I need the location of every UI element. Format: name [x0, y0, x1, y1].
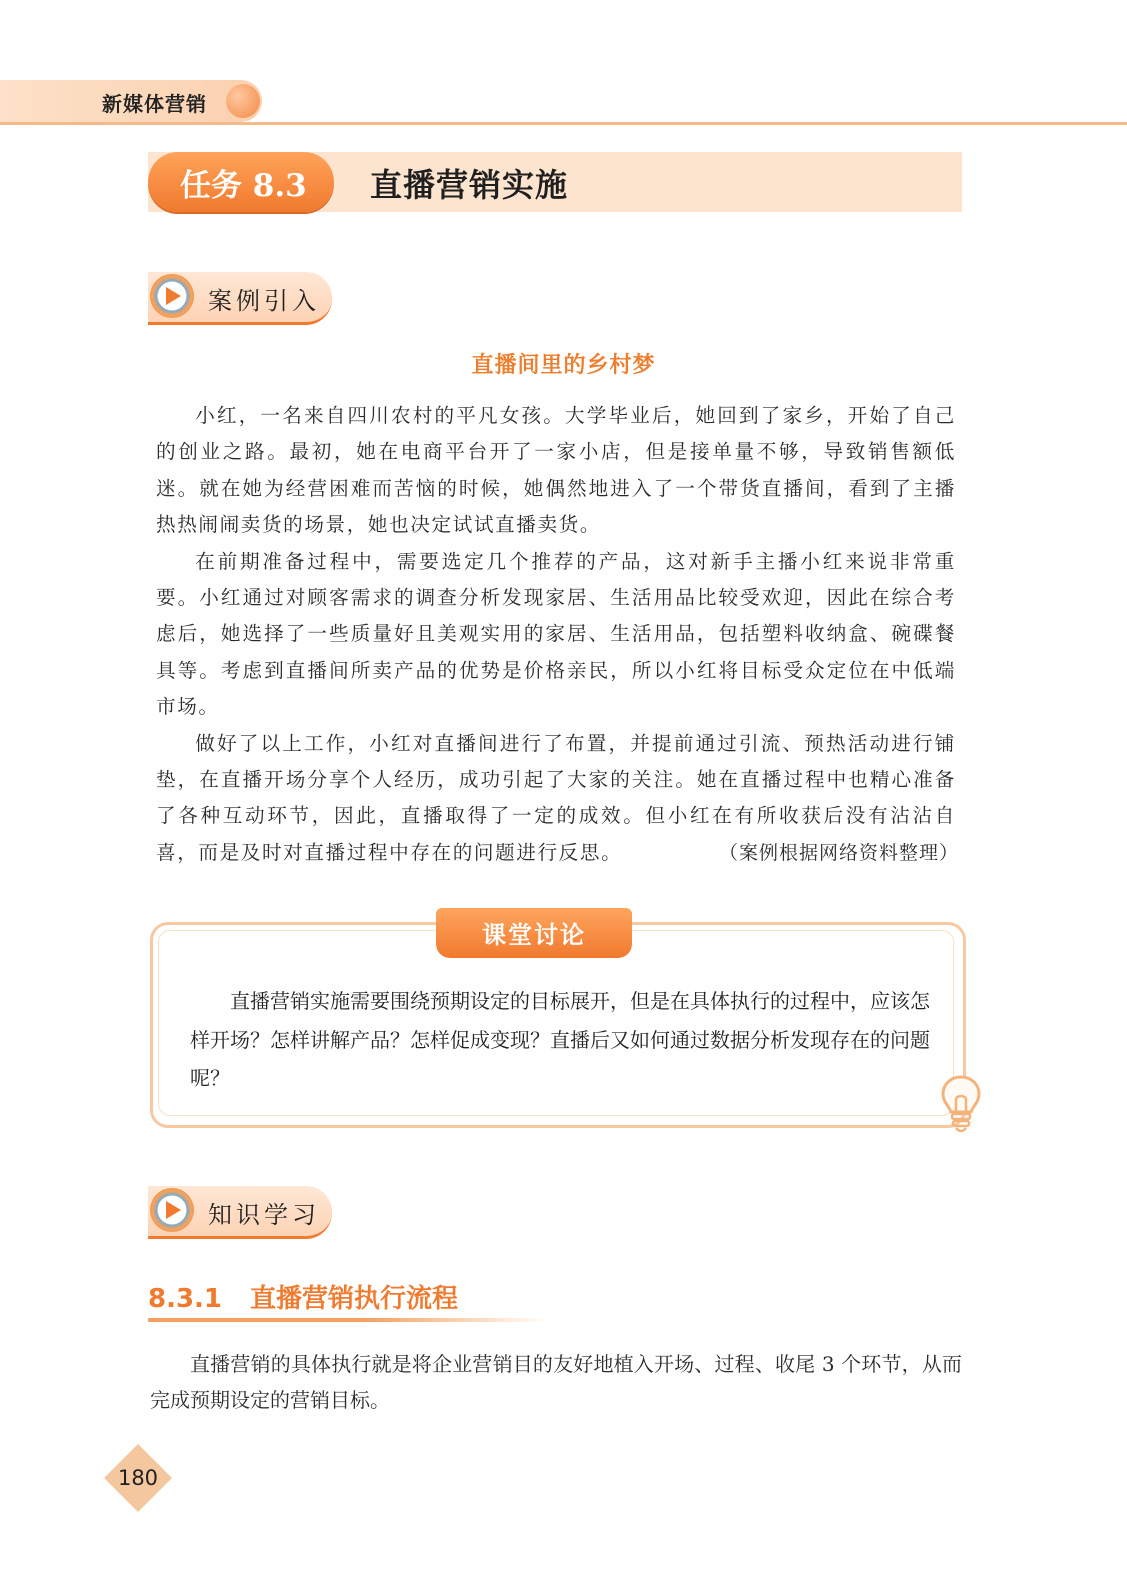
- play-icon: [150, 274, 194, 318]
- lightbulb-icon: [940, 1074, 982, 1140]
- case-body: [156, 398, 956, 871]
- subsection-underline: [148, 1318, 548, 1322]
- case-paragraph: 做好了以上工作，小红对直播间进行了布置，并提前通过引流、预热活动进行铺垫，在直播开场分享个人经历，成功引起了大家的关注。她在直播过程中也精心准备了各种互动环节，因此，直播取得了一定的成效。但小红在有所收获后没有沾沾自喜，而是及时对直播过程中存在的问题进行反思。: [156, 731, 956, 864]
- book-title: 新媒体营销: [102, 92, 207, 116]
- play-icon: [150, 1188, 194, 1232]
- header-divider: [0, 122, 1127, 125]
- subsection-title: 直播营销执行流程: [250, 1284, 459, 1314]
- knowledge-section-tag: [148, 1186, 332, 1239]
- case-paragraph: 小红，一名来自四川农村的平凡女孩。大学毕业后，她回到了家乡，开始了自己的创业之路。最初，她在电商平台开了一家小店，但是接单量不够，导致销售额低迷。就在她为经营困难而苦恼的时候，她偶然地进入了一个带货直播间，看到了主播热热闹闹卖货的场景，她也决定试试直播卖货。: [156, 404, 956, 537]
- subsection-paragraph: 直播营销的具体执行就是将企业营销目的友好地植入开场、过程、收尾 3 个环节，从而完成预期设定的营销目标。: [150, 1352, 962, 1412]
- page-number: 180: [117, 1466, 159, 1490]
- discussion-paragraph: 直播营销实施需要围绕预期设定的目标展开，但是在具体执行的过程中，应该怎样开场？怎样讲解产品？怎样促成变现？直播后又如何通过数据分析发现存在的问题呢？: [190, 989, 930, 1090]
- case-source: （案例根据网络资料整理）: [718, 842, 959, 864]
- subsection-body: [150, 1346, 962, 1418]
- case-paragraph: 在前期准备过程中，需要选定几个推荐的产品，这对新手主播小红来说非常重要。小红通过对顾客需求的调查分析发现家居、生活用品比较受欢迎，因此在综合考虑后，她选择了一些质量好且美观实用的家居、生活用品，包括塑料收纳盒、碗碟餐具等。考虑到直播间所卖产品的优势是价格亲民，所以小红将目标受众定位在中低端市场。: [156, 549, 956, 719]
- discussion-text: [190, 982, 930, 1098]
- subsection-number: 8.3.1: [148, 1284, 223, 1314]
- task-title: 直播营销实施: [370, 166, 569, 204]
- case-section-tag-label: 案例引入: [208, 287, 320, 315]
- knowledge-section-tag-label: 知识学习: [208, 1201, 320, 1229]
- discussion-label: 课堂讨论: [482, 921, 586, 949]
- header-circle-icon: [226, 84, 260, 118]
- case-title: 直播间里的乡村梦: [471, 352, 656, 378]
- task-label: 任务 8.3: [180, 168, 307, 204]
- subsection-heading: [148, 1278, 458, 1315]
- case-section-tag: [148, 272, 332, 325]
